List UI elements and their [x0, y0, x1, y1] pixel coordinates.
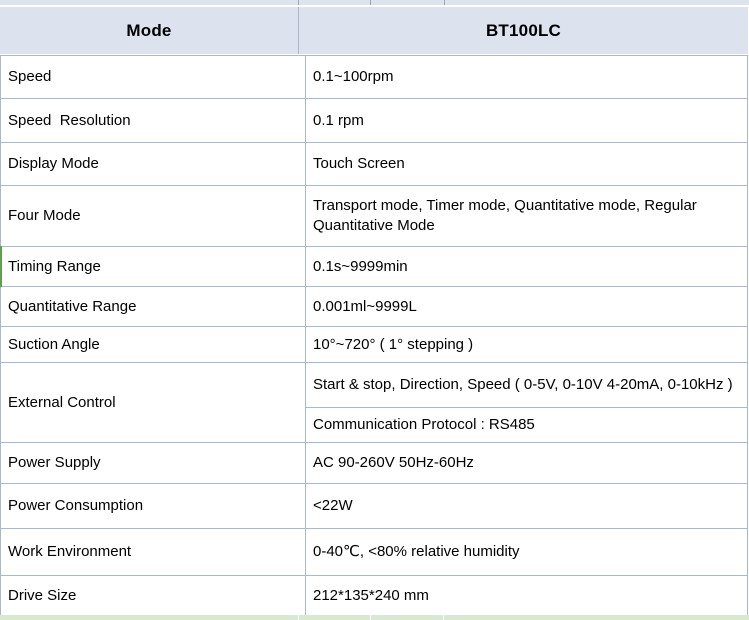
cell-divider	[444, 0, 445, 5]
row-power-supply	[1, 443, 748, 484]
spec-label: External Control	[1, 363, 306, 443]
row-display-mode	[1, 143, 748, 186]
row-speed-resolution	[1, 99, 748, 143]
spec-value: Start & stop, Direction, Speed ( 0-5V, 0-10V 4-20mA, 0-10kHz )	[306, 363, 748, 408]
spec-label: Power Supply	[1, 443, 306, 484]
table-header-row	[0, 7, 748, 54]
cell-divider	[298, 0, 299, 5]
cell-divider	[443, 615, 444, 620]
row-four-mode	[1, 186, 748, 247]
spec-value: 212*135*240 mm	[306, 576, 748, 616]
spec-value: Communication Protocol : RS485	[306, 408, 748, 443]
spec-table	[0, 55, 748, 616]
spec-value: 0.001ml~9999L	[306, 287, 748, 327]
bottom-partial-row	[0, 615, 749, 620]
header-cell-model: BT100LC	[298, 7, 748, 54]
spec-value: 0.1 rpm	[306, 99, 748, 143]
spec-label: Display Mode	[1, 143, 306, 186]
spec-label: Drive Size	[1, 576, 306, 616]
row-timing-range	[1, 247, 748, 287]
spec-label: Timing Range	[1, 247, 306, 287]
spec-label: Speed	[1, 56, 306, 99]
spec-label: Speed Resolution	[1, 99, 306, 143]
row-highlight-marker	[0, 246, 2, 287]
header-cell-mode: Mode	[126, 20, 172, 40]
spec-value: 0-40℃, <80% relative humidity	[306, 529, 748, 576]
spec-label: Four Mode	[1, 186, 306, 247]
row-suction-angle	[1, 327, 748, 363]
spec-label: Power Consumption	[1, 484, 306, 529]
spec-value: 10°~720° ( 1° stepping )	[306, 327, 748, 363]
spec-label: Suction Angle	[1, 327, 306, 363]
row-drive-size	[1, 576, 748, 616]
spec-label: Quantitative Range	[1, 287, 306, 327]
spec-value: AC 90-260V 50Hz-60Hz	[306, 443, 748, 484]
row-power-consumption	[1, 484, 748, 529]
spec-value: Transport mode, Timer mode, Quantitative mode, Regular Quantitative Mode	[306, 186, 748, 247]
spec-value: Touch Screen	[306, 143, 748, 186]
row-work-environment	[1, 529, 748, 576]
row-external-control	[1, 363, 748, 408]
top-partial-row	[0, 0, 749, 5]
cell-divider	[370, 0, 371, 5]
spec-value: 0.1~100rpm	[306, 56, 748, 99]
row-speed	[1, 56, 748, 99]
cell-divider	[370, 615, 371, 620]
cell-divider	[298, 615, 299, 620]
spec-value: 0.1s~9999min	[306, 247, 748, 287]
row-quantitative-range	[1, 287, 748, 327]
spec-label: Work Environment	[1, 529, 306, 576]
spec-value: <22W	[306, 484, 748, 529]
